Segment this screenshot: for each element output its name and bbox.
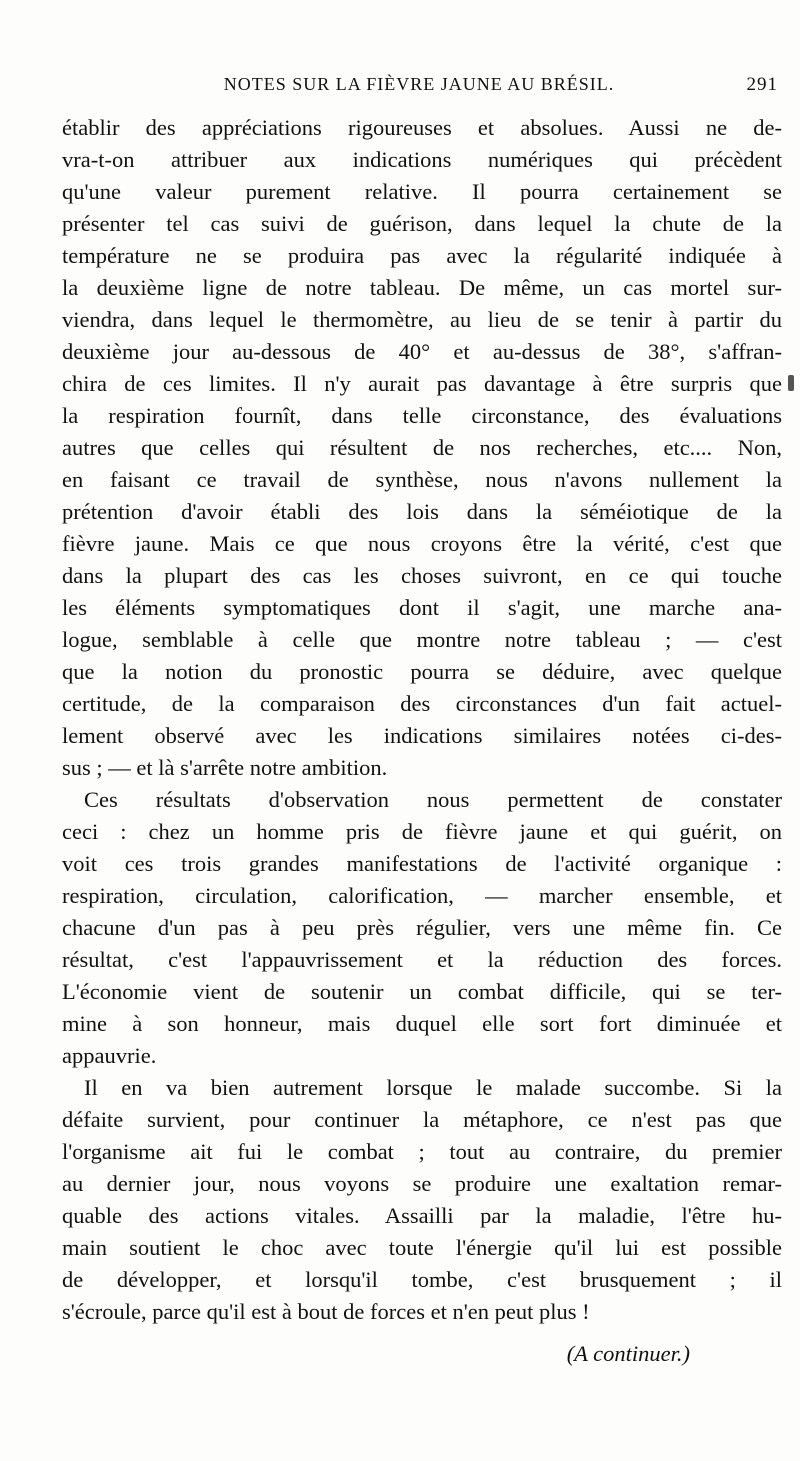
text-line: deuxième jour au-dessous de 40° et au-dessus de 38°, s'affran- [62,339,782,364]
text-line: l'organisme ait fui le combat ; tout au contraire, du premier [62,1139,782,1164]
text-line: la deuxième ligne de notre tableau. De même, un cas mortel sur- [62,275,782,300]
text-line: certitude, de la comparaison des circonstances d'un fait actuel- [62,691,782,716]
text-line: résultat, c'est l'appauvrissement et la réduction des forces. [62,947,782,972]
text-line: logue, semblable à celle que montre notre tableau ; — c'est [62,627,782,652]
paragraph-1 [62,112,782,784]
text-line: L'économie vient de soutenir un combat difficile, qui se ter- [62,979,782,1004]
text-line: s'écroule, parce qu'il est à bout de forces et n'en peut plus ! [62,1299,590,1324]
text-line: fièvre jaune. Mais ce que nous croyons être la vérité, c'est que [62,531,782,556]
text-line: dans la plupart des cas les choses suivront, en ce qui touche [62,563,782,588]
margin-mark [788,375,794,391]
text-line: appauvrie. [62,1043,157,1068]
text-line: la respiration fournît, dans telle circonstance, des évaluations [62,403,782,428]
text-line: autres que celles qui résultent de nos recherches, etc.... Non, [62,435,782,460]
text-line: température ne se produira pas avec la régularité indiquée à [62,243,782,268]
text-line: prétention d'avoir établi des lois dans la séméiotique de la [62,499,782,524]
text-line: quable des actions vitales. Assailli par la maladie, l'être hu- [62,1203,782,1228]
text-line: au dernier jour, nous voyons se produire une exaltation remar- [62,1171,782,1196]
closing-note: (A continuer.) [566,1341,690,1366]
running-head [60,74,778,100]
text-line: respiration, circulation, calorification, — marcher ensemble, et [62,883,782,908]
text-line: chacune d'un pas à peu près régulier, vers une même fin. Ce [62,915,782,940]
text-line: Ces résultats d'observation nous permettent de constater [84,787,782,812]
text-line: voit ces trois grandes manifestations de l'activité organique : [62,851,782,876]
paragraph-2 [62,784,782,1072]
text-line: main soutient le choc avec toute l'énergie qu'il lui est possible [62,1235,782,1260]
text-line: mine à son honneur, mais duquel elle sort fort diminuée et [62,1011,782,1036]
text-line: sus ; — et là s'arrête notre ambition. [62,755,388,780]
text-line: les éléments symptomatiques dont il s'agit, une marche ana- [62,595,782,620]
page-number: 291 [746,74,778,95]
text-line: en faisant ce travail de synthèse, nous n'avons nullement la [62,467,782,492]
running-title: NOTES SUR LA FIÈVRE JAUNE AU BRÉSIL. [223,74,615,94]
text-line: que la notion du pronostic pourra se déduire, avec quelque [62,659,782,684]
text-line: ceci : chez un homme pris de fièvre jaune et qui guérit, on [62,819,782,844]
text-line: vra-t-on attribuer aux indications numériques qui précèdent [62,147,782,172]
text-line: viendra, dans lequel le thermomètre, au lieu de se tenir à partir du [62,307,782,332]
text-line: Il en va bien autrement lorsque le malade succombe. Si la [84,1075,782,1100]
text-line: lement observé avec les indications similaires notées ci-des- [62,723,782,748]
text-line: défaite survient, pour continuer la métaphore, ce n'est pas que [62,1107,782,1132]
text-line: de développer, et lorsqu'il tombe, c'est brusquement ; il [62,1267,782,1292]
text-line: chira de ces limites. Il n'y aurait pas davantage à être surpris que [62,371,782,396]
text-line: établir des appréciations rigoureuses et absolues. Aussi ne de- [62,115,782,140]
body-text [62,112,782,1370]
text-line: qu'une valeur purement relative. Il pourra certainement se [62,179,782,204]
paragraph-3 [62,1072,782,1328]
text-line: présenter tel cas suivi de guérison, dans lequel la chute de la [62,211,782,236]
